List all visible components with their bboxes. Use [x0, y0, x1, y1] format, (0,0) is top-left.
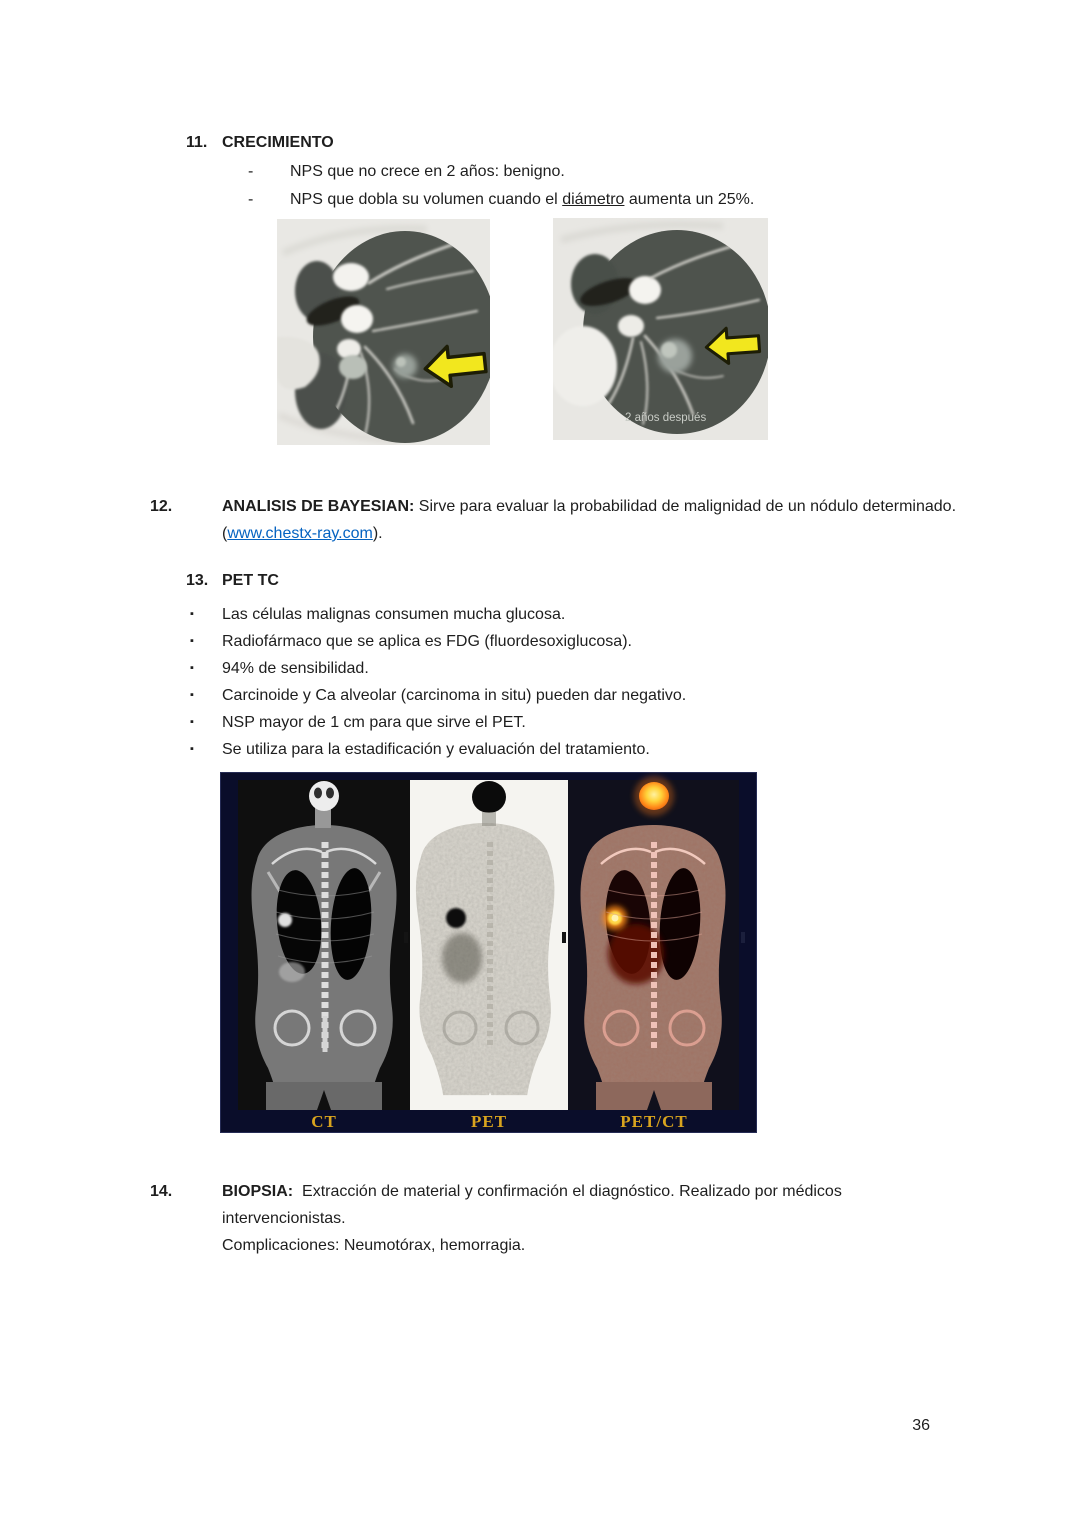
section-pet-tc — [186, 566, 960, 763]
item-label: ANALISIS DE BAYESIAN: — [222, 498, 415, 515]
item-number: 14. — [150, 1183, 173, 1200]
paragraph-text: Sirve para evaluar la probabilidad de malignidad de un nódulo determinado. ( — [222, 498, 961, 542]
square-bullet-marker: ▪ — [190, 635, 194, 647]
item-number: 13. — [186, 572, 209, 589]
ct-pet-petct-figure — [220, 772, 757, 1133]
ct-panel — [238, 780, 410, 1110]
section-11-heading — [186, 128, 960, 158]
ct-axial-before-image — [277, 219, 490, 445]
chestx-ray-link[interactable]: www.chestx-ray.com — [227, 525, 373, 542]
section-biopsia — [150, 1178, 960, 1259]
after-image-caption: 2 años después — [625, 412, 707, 424]
bullet-text: 94% de sensibilidad. — [222, 660, 369, 677]
section-title: CRECIMIENTO — [222, 134, 334, 151]
underlined-word: diámetro — [562, 190, 625, 208]
figure2-label-petct: PET/CT — [620, 1112, 688, 1131]
bullet-row — [186, 628, 960, 655]
dash-bullet-marker: - — [248, 190, 254, 208]
paragraph-text: Extracción de material y confirmación el diagnóstico. Realizado por médicos intervencionistas. — [222, 1183, 847, 1227]
item-number: 12. — [150, 498, 173, 515]
bullet-text: Radiofármaco que se aplica es FDG (fluordesoxiglucosa). — [222, 633, 632, 650]
complications-line — [186, 1232, 960, 1259]
bullet-text-post: aumenta un 25%. — [624, 190, 755, 208]
dash-bullet-marker: - — [248, 163, 254, 180]
bullet-row — [186, 601, 960, 628]
paragraph-12 — [150, 493, 961, 547]
section-title: PET TC — [222, 572, 279, 589]
bullet-text: Carcinoide y Ca alveolar (carcinoma in situ) pueden dar negativo. — [222, 687, 687, 704]
paragraph-14 — [150, 1178, 960, 1232]
bullet-row — [186, 158, 960, 186]
bullet-text: NPS que no crece en 2 años: benigno. — [290, 163, 565, 180]
square-bullet-marker: ▪ — [190, 716, 194, 728]
section-bayesian — [150, 493, 961, 547]
square-bullet-marker: ▪ — [190, 689, 194, 701]
bullet-text: Se utiliza para la estadificación y evaluación del tratamiento. — [222, 741, 650, 758]
figure2-label-ct: CT — [311, 1112, 337, 1131]
square-bullet-marker: ▪ — [190, 608, 194, 620]
paragraph-text-after: ). — [372, 525, 383, 542]
complications-text: Complicaciones: Neumotórax, hemorragia. — [222, 1237, 526, 1254]
item-label: BIOPSIA: — [222, 1183, 294, 1200]
page-number: 36 — [912, 1417, 930, 1434]
bullet-row — [186, 736, 960, 763]
section-crecimiento — [186, 128, 960, 213]
square-bullet-marker: ▪ — [190, 662, 194, 674]
square-bullet-marker: ▪ — [190, 743, 194, 755]
bullet-text: NSP mayor de 1 cm para que sirve el PET. — [222, 714, 526, 731]
bullet-row — [186, 682, 960, 709]
item-number: 11. — [186, 134, 208, 151]
section-13-heading — [186, 566, 960, 596]
bullet-row — [186, 709, 960, 736]
ct-axial-after-image — [553, 218, 768, 440]
bullet-row — [186, 655, 960, 682]
bullet-text-pre: NPS que dobla su volumen cuando el — [290, 190, 563, 208]
figure2-label-pet: PET — [470, 1112, 508, 1131]
bullet-row — [186, 186, 960, 214]
bullet-text — [290, 186, 754, 214]
bullet-text: Las células malignas consumen mucha glucosa. — [222, 606, 566, 623]
